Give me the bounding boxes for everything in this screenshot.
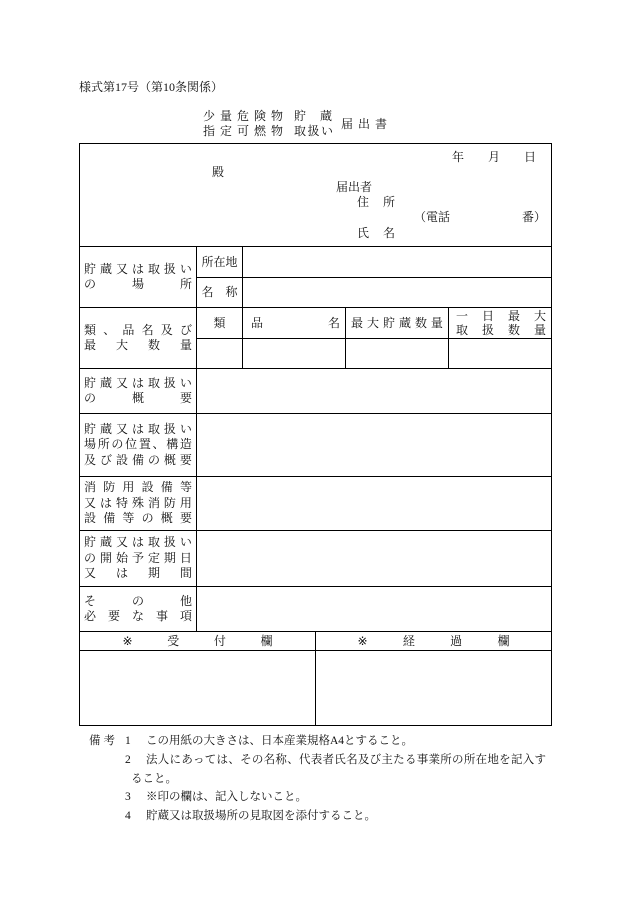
location-name-subrow	[197, 277, 551, 307]
notes-heading: 備考	[89, 735, 118, 747]
label-glyph: は	[131, 535, 144, 550]
label-glyph: 設	[84, 511, 97, 526]
label-glyph: 名	[201, 285, 214, 299]
row-label-line	[84, 480, 192, 496]
note-text: 法人にあっては、その名称、代表者氏名及び主たる事業所の所在地を記入すること。	[131, 753, 546, 785]
label-glyph: 設	[141, 480, 154, 495]
column-header-max-daily	[449, 308, 551, 338]
label-glyph: 険	[253, 109, 266, 123]
row-label-line	[84, 262, 192, 278]
label-glyph: は	[131, 375, 144, 390]
label-glyph: 最	[507, 308, 520, 323]
applicant-label: 届出者	[336, 180, 373, 194]
label-glyph: 住	[357, 195, 370, 209]
label-glyph: 又	[84, 495, 97, 510]
label-glyph: 出	[357, 117, 370, 131]
reception-column-label	[123, 634, 273, 649]
row-label-line	[84, 609, 192, 625]
label-glyph: 防	[103, 480, 116, 495]
label-glyph: 及	[84, 452, 97, 467]
label-glyph: 量	[179, 338, 192, 352]
label-glyph: 、	[152, 437, 165, 452]
label-glyph: 扱	[163, 261, 176, 276]
title-substance-hazardous	[203, 109, 283, 124]
row-label-line	[84, 535, 192, 551]
label-glyph: 書	[374, 117, 387, 131]
label-glyph: 構	[166, 437, 179, 452]
label-glyph: 置	[138, 437, 151, 452]
addressee-honorific: 殿	[212, 165, 225, 179]
date-field: 年 月 日	[452, 150, 537, 164]
row-location	[80, 246, 551, 307]
label-glyph: 設	[115, 452, 128, 467]
label-glyph: 蔵	[99, 421, 112, 436]
label-glyph: 蔵	[319, 109, 332, 123]
label-glyph: い	[179, 375, 192, 390]
label-glyph: の	[141, 511, 154, 526]
label-glyph: 類	[84, 322, 97, 337]
label-glyph: 要	[179, 452, 192, 467]
label-glyph: 貯	[382, 315, 395, 330]
label-glyph: 必	[84, 609, 97, 623]
label-glyph: 又	[115, 261, 128, 276]
label-glyph: 届	[341, 117, 354, 131]
label-glyph: 取	[456, 323, 469, 337]
label-glyph: 所	[179, 277, 192, 291]
label-glyph: 要	[179, 511, 192, 526]
label-glyph: 品	[251, 315, 264, 330]
label-glyph: 貯	[84, 535, 97, 550]
row-label-fire-equipment	[80, 477, 197, 530]
label-glyph: 付	[213, 633, 226, 648]
label-glyph: 日	[179, 550, 192, 565]
location-address-label-cell	[197, 247, 243, 277]
row-label-line	[84, 323, 192, 339]
row-label-line	[84, 277, 192, 293]
label-glyph: 始	[115, 550, 128, 565]
title-action-handling	[294, 124, 333, 139]
label-glyph: 最	[84, 338, 97, 352]
note-text: 貯蔵又は取扱場所の見取図を添付すること。	[146, 810, 376, 822]
label-glyph: 名	[327, 315, 340, 330]
label-glyph: 取	[294, 124, 307, 138]
label-glyph: 防	[163, 495, 176, 510]
title-action-storage	[294, 109, 332, 124]
label-glyph: 経	[402, 633, 415, 648]
label-glyph: 期	[163, 550, 176, 565]
label-glyph: 又	[115, 535, 128, 550]
label-glyph: 物	[270, 124, 283, 138]
note-number: 2	[125, 753, 131, 766]
row-label-other	[80, 587, 197, 631]
location-address-label: 所在地	[201, 254, 238, 269]
label-glyph: は	[115, 566, 128, 581]
label-glyph: 燃	[253, 124, 266, 138]
column-header-max-storage	[346, 308, 449, 338]
label-glyph: 及	[160, 322, 173, 337]
label-glyph: 要	[107, 609, 120, 623]
notes-list	[125, 732, 546, 826]
row-label-overview	[80, 369, 197, 413]
row-label-line	[84, 453, 192, 469]
location-name-label	[202, 285, 238, 300]
label-glyph: 用	[122, 480, 135, 495]
label-glyph: 貯	[84, 421, 97, 436]
facility-value	[197, 414, 551, 476]
label-glyph: 又	[115, 375, 128, 390]
label-glyph: い	[179, 535, 192, 550]
label-glyph: 欄	[497, 633, 510, 648]
note-number: 1	[125, 735, 131, 747]
label-glyph: の	[131, 593, 144, 608]
label-glyph: 貯	[294, 109, 307, 123]
label-glyph: の	[147, 452, 160, 467]
label-glyph: 名	[382, 226, 395, 240]
label-glyph: 可	[236, 124, 249, 138]
reception-header-cell	[80, 632, 316, 650]
label-glyph: 取	[147, 421, 160, 436]
note-item	[125, 788, 546, 807]
label-glyph: 貯	[84, 261, 97, 276]
note-number: 3	[125, 791, 131, 804]
label-glyph: ※	[357, 633, 368, 648]
label-glyph: 貯	[84, 375, 97, 390]
location-address-subrow	[197, 247, 551, 277]
category-value-subrow	[197, 338, 551, 368]
applicant-address-label	[357, 195, 395, 210]
column-max-daily-label-line2	[456, 323, 546, 338]
row-label-facility	[80, 414, 197, 476]
label-glyph: 数	[147, 338, 160, 352]
label-glyph: 危	[236, 109, 249, 123]
row-other	[80, 586, 551, 631]
category-header-subrow	[197, 308, 551, 338]
label-glyph: 扱	[163, 421, 176, 436]
label-glyph: は	[131, 421, 144, 436]
label-glyph: 物	[270, 109, 283, 123]
label-glyph: 期	[147, 566, 160, 581]
label-glyph: い	[179, 421, 192, 436]
label-glyph: 指	[203, 124, 216, 138]
max-daily-value	[449, 339, 551, 368]
row-facility	[80, 413, 551, 476]
label-glyph: 取	[147, 375, 160, 390]
reception-box	[80, 651, 316, 725]
label-glyph: 備	[103, 511, 116, 526]
label-glyph: 等	[122, 511, 135, 526]
label-glyph: 大	[115, 338, 128, 352]
progress-header-cell	[316, 632, 551, 650]
label-glyph: 数	[414, 315, 427, 330]
label-glyph: 蔵	[99, 375, 112, 390]
label-glyph: 称	[225, 285, 238, 299]
label-glyph: 品	[122, 322, 135, 337]
office-use-header-row	[80, 631, 551, 650]
overview-value	[197, 369, 551, 413]
class-value	[197, 339, 243, 368]
note-text: ※印の欄は、記入しないこと。	[146, 791, 307, 804]
label-glyph: 過	[450, 633, 463, 648]
label-glyph: 開	[99, 550, 112, 565]
label-glyph: 日	[481, 308, 494, 323]
label-glyph: 量	[430, 315, 443, 330]
label-glyph: 消	[147, 495, 160, 510]
other-value	[197, 587, 551, 631]
row-label-line	[84, 338, 192, 354]
label-glyph: 扱	[481, 323, 494, 337]
label-glyph: 大	[533, 308, 546, 323]
note-item	[125, 732, 546, 751]
row-label-period	[80, 531, 197, 586]
location-name-value	[243, 278, 551, 307]
label-glyph: 一	[456, 308, 469, 323]
label-glyph: 取	[147, 261, 160, 276]
label-glyph: は	[99, 495, 112, 510]
label-glyph: 事	[155, 609, 168, 623]
row-label-line	[84, 437, 192, 453]
label-glyph: 特	[115, 495, 128, 510]
form-number: 様式第17号（第10条関係）	[79, 80, 224, 94]
label-glyph: 少	[203, 109, 216, 123]
label-glyph: び	[179, 322, 192, 337]
label-glyph: 大	[366, 315, 379, 330]
column-max-storage-label	[351, 316, 443, 331]
label-glyph: 備	[131, 452, 144, 467]
label-glyph: の	[111, 437, 124, 452]
label-glyph: 扱	[163, 375, 176, 390]
label-glyph: 扱	[163, 535, 176, 550]
label-glyph: 場	[131, 277, 144, 291]
label-glyph: 消	[84, 480, 97, 495]
label-glyph: の	[84, 550, 97, 565]
row-label-line	[84, 566, 192, 582]
label-glyph: 定	[147, 550, 160, 565]
label-glyph: 項	[179, 609, 192, 623]
item-value	[243, 339, 346, 368]
column-max-daily-label-line1	[456, 309, 546, 324]
label-glyph: 定	[219, 124, 232, 138]
label-glyph: 量	[219, 109, 232, 123]
label-glyph: の	[84, 277, 97, 291]
column-class-label: 類	[213, 315, 226, 330]
label-glyph: 概	[163, 452, 176, 467]
note-item	[125, 751, 546, 789]
label-glyph: 備	[160, 480, 173, 495]
label-glyph: 場	[84, 437, 97, 452]
location-address-value	[243, 247, 551, 277]
note-item	[125, 807, 546, 826]
label-glyph: 殊	[131, 495, 144, 510]
row-label-category	[80, 308, 197, 368]
label-glyph: 等	[179, 480, 192, 495]
label-glyph: 又	[84, 566, 97, 581]
label-glyph: 造	[179, 437, 192, 452]
label-glyph: い	[320, 124, 333, 138]
row-label-line	[84, 391, 192, 407]
title-substance-combustible	[203, 124, 283, 139]
label-glyph: 間	[179, 566, 192, 581]
title-document-type	[341, 117, 387, 132]
row-label-line	[84, 376, 192, 392]
label-glyph: 蔵	[398, 315, 411, 330]
label-glyph: 名	[141, 322, 154, 337]
applicant-name-label	[357, 226, 395, 241]
fire-equipment-value	[197, 477, 551, 530]
label-glyph: 位	[125, 437, 138, 452]
label-glyph: 概	[131, 391, 144, 405]
label-glyph: 所	[382, 195, 395, 209]
label-glyph: 、	[103, 322, 116, 337]
label-glyph: 他	[179, 593, 192, 608]
note-number: 4	[125, 810, 131, 822]
label-glyph: ※	[122, 633, 133, 648]
label-glyph: 用	[179, 495, 192, 510]
label-glyph: は	[131, 261, 144, 276]
label-glyph: 量	[533, 323, 546, 337]
label-glyph: な	[131, 609, 144, 623]
progress-column-label	[358, 634, 510, 649]
column-item-label	[251, 316, 340, 331]
label-glyph: い	[179, 261, 192, 276]
label-glyph: 又	[115, 421, 128, 436]
label-glyph: 氏	[357, 226, 370, 240]
label-glyph: 欄	[260, 633, 273, 648]
note-text: この用紙の大きさは、日本産業規格A4とすること。	[146, 735, 414, 747]
label-glyph: 予	[131, 550, 144, 565]
applicant-phone-field: （電話 番）	[414, 210, 547, 224]
row-period	[80, 530, 551, 586]
column-header-class	[197, 308, 243, 338]
label-glyph: 概	[160, 511, 173, 526]
label-glyph: 扱	[307, 124, 320, 138]
label-glyph: 受	[167, 633, 180, 648]
label-glyph: 取	[147, 535, 160, 550]
label-glyph: び	[99, 452, 112, 467]
row-label-line	[84, 551, 192, 567]
location-name-label-cell	[197, 278, 243, 307]
label-glyph: そ	[84, 593, 97, 608]
row-label-line	[84, 511, 192, 527]
label-glyph: 蔵	[99, 535, 112, 550]
label-glyph: 要	[179, 391, 192, 405]
label-glyph: の	[84, 391, 97, 405]
label-glyph: 数	[507, 323, 520, 337]
label-glyph: 最	[351, 315, 364, 330]
row-overview	[80, 368, 551, 413]
row-label-line	[84, 594, 192, 610]
label-glyph: 蔵	[99, 261, 112, 276]
progress-box	[316, 651, 551, 725]
period-value	[197, 531, 551, 586]
label-glyph: 所	[97, 437, 110, 452]
row-fire-equipment	[80, 476, 551, 530]
row-category	[80, 307, 551, 368]
notification-form-table	[79, 143, 552, 726]
row-label-line	[84, 422, 192, 438]
column-header-item	[243, 308, 346, 338]
row-label-line	[84, 496, 192, 512]
office-use-body-row	[80, 650, 551, 725]
max-storage-value	[346, 339, 449, 368]
row-label-location	[80, 247, 197, 307]
